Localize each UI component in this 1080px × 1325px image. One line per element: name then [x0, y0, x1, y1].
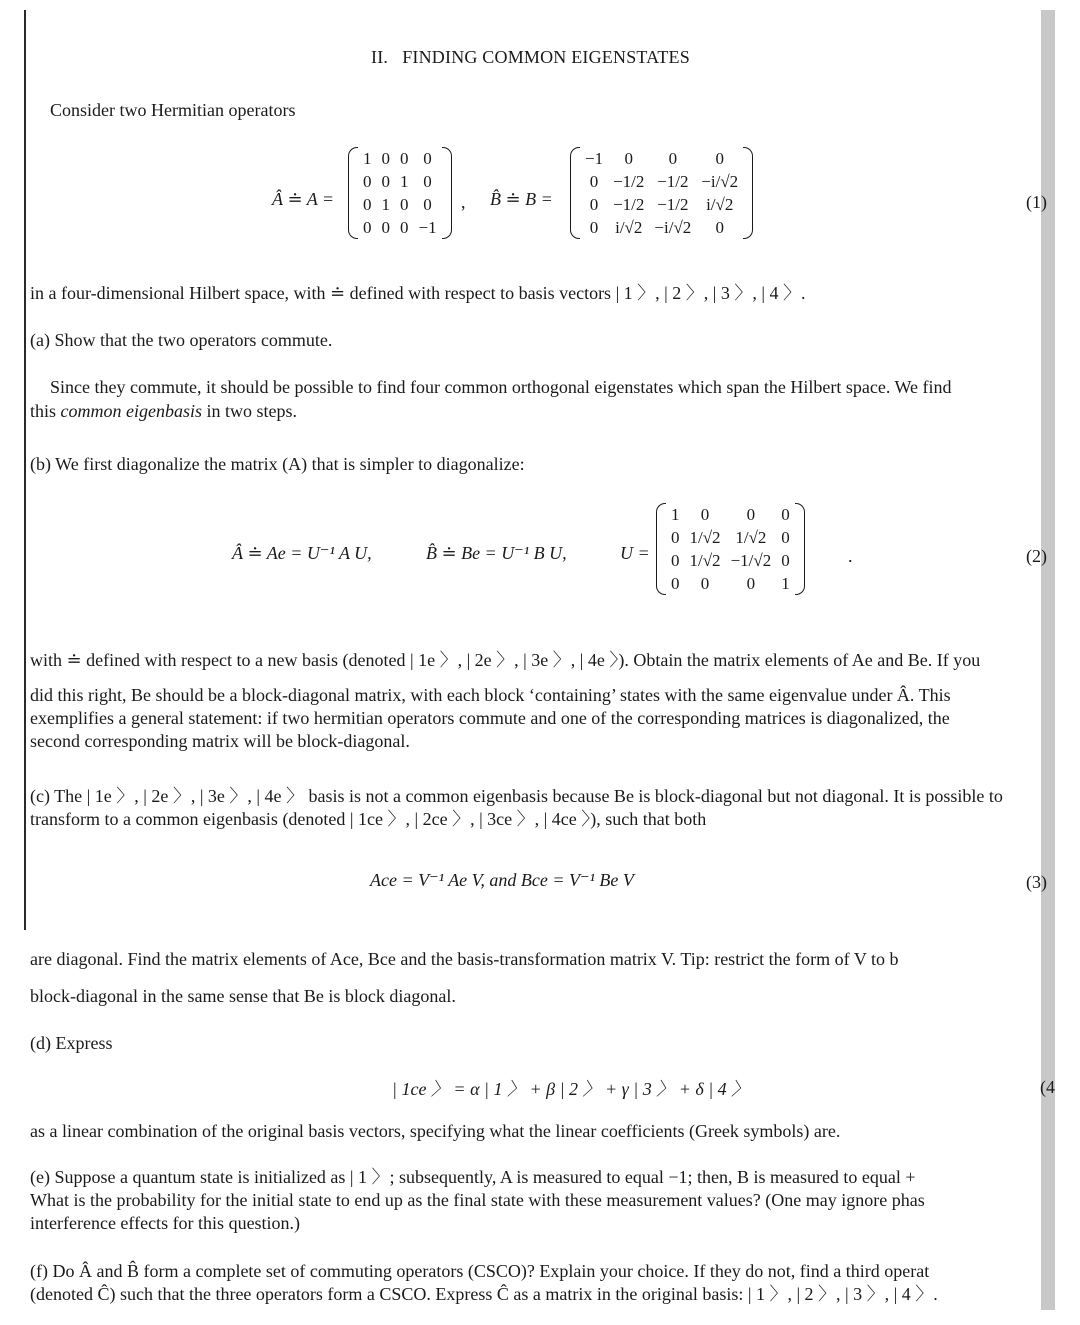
matrix_U-cell: 0 [671, 528, 680, 547]
eq2-number: (2) [1026, 546, 1047, 566]
matrix_U-row [666, 549, 795, 572]
commute-line-2: this common eigenbasis in two steps. [30, 401, 298, 421]
matrix_B-row [580, 216, 743, 239]
matrix_U-cell: 0 [700, 574, 710, 593]
part-e-line-1: (e) Suppose a quantum state is initialized as | 1 〉; subsequently, A is measured to equal −1; then, B is measured to equal + [30, 1167, 916, 1187]
matrix_B-cell: 0 [624, 149, 633, 168]
part-f-line-2: (denoted Ĉ) such that the three operators form a CSCO. Express Ĉ as a matrix in the original basis: | 1 〉, | 2 〉, | 3 〉, | 4 〉. [30, 1284, 938, 1304]
with-line-1: with ≐ defined with respect to a new basis (denoted | 1e 〉, | 2e 〉, | 3e 〉, | 4e 〉). Obtain the matrix elements of Ae and Be. If you [30, 650, 981, 670]
matrix_A-cell: 0 [381, 172, 390, 191]
eq1-a-lhs: Â ≐ A = [272, 189, 335, 209]
matrix_A-cell: 0 [363, 195, 372, 214]
diag-line-1: are diagonal. Find the matrix elements of Ace, Bce and the basis-transformation matrix V. Tip: restrict the form of V to b [30, 949, 899, 969]
matrix_B-cell: −i/√2 [654, 218, 692, 237]
matrix_U-cell: 0 [671, 551, 680, 570]
matrix_U-row [666, 572, 795, 595]
matrix_U-cell: 1/√2 [689, 551, 721, 570]
matrix_A-cell: 0 [363, 218, 372, 237]
matrix_B-cell: −1/2 [657, 172, 689, 191]
matrix_B-cell: −1/2 [613, 172, 645, 191]
eq2-a: Â ≐ Ae = U⁻¹ A U, [232, 543, 372, 563]
matrix_B-cell: 0 [589, 218, 599, 237]
matrix_A-cell: 0 [363, 172, 372, 191]
matrix_B-cell: 0 [589, 195, 599, 214]
matrix_B-cell: i/√2 [615, 218, 643, 237]
matrix_U-row [666, 526, 795, 549]
eq2-b: B̂ ≐ Be = U⁻¹ B U, [426, 543, 567, 563]
matrix_U-cell: 0 [746, 505, 756, 524]
part-b: (b) We first diagonalize the matrix (A) that is simpler to diagonalize: [30, 454, 525, 474]
matrix_B-row [580, 147, 743, 170]
with-line-2: did this right, Be should be a block-diagonal matrix, with each block ‘containing’ states with the same eigenvalue under Â. This [30, 685, 951, 705]
matrix_A-cell: 1 [381, 195, 390, 214]
matrix_U-cell: 0 [700, 505, 710, 524]
matrix_A-cell: −1 [418, 218, 437, 237]
matrix_A-row [358, 147, 442, 170]
matrix_U-cell: 0 [781, 505, 790, 524]
section-heading [371, 47, 690, 68]
matrix_B-cell: −1 [585, 149, 604, 168]
matrix_B-row [580, 170, 743, 193]
matrix_U-cell: 0 [781, 551, 790, 570]
matrix_B-cell: −1/2 [657, 195, 689, 214]
with-line-3: exemplifies a general statement: if two hermitian operators commute and one of the corresponding matrices is diagonalized, the [30, 708, 950, 728]
matrix_U-cell: 1 [781, 574, 790, 593]
matrix_B-cell: 0 [589, 172, 599, 191]
matrix_A-cell: 1 [400, 172, 409, 191]
part-a: (a) Show that the two operators commute. [30, 330, 333, 350]
matrix_U-cell: 0 [746, 574, 756, 593]
matrix_A-row [358, 170, 442, 193]
matrix-a [348, 147, 452, 239]
hilbert-text: in a four-dimensional Hilbert space, with ≐ defined with respect to basis vectors | 1 〉, | 2 〉, | 3 〉, | 4 〉. [30, 283, 806, 303]
matrix_A-cell: 0 [400, 195, 409, 214]
part-c-line-2: transform to a common eigenbasis (denoted | 1ce 〉, | 2ce 〉, | 3ce 〉, | 4ce 〉), such that both [30, 809, 707, 829]
eq3: Ace = V⁻¹ Ae V, and Bce = V⁻¹ Be V [370, 870, 634, 890]
part-f-line-1: (f) Do Â and B̂ form a complete set of commuting operators (CSCO)? Explain your choice. If they do not, find a third operat [30, 1261, 930, 1281]
matrix_U-cell: 1/√2 [735, 528, 767, 547]
matrix_A-cell: 0 [381, 218, 390, 237]
part-d: (d) Express [30, 1033, 113, 1053]
section-title: FINDING COMMON EIGENSTATES [402, 47, 690, 67]
eq3-number: (3) [1026, 872, 1047, 892]
matrix_B-cell: 0 [668, 149, 678, 168]
matrix_U-cell: −1/√2 [730, 551, 772, 570]
matrix_U-cell: 1 [671, 505, 680, 524]
linear-text: as a linear combination of the original basis vectors, specifying what the linear coefficients (Greek symbols) are. [30, 1121, 841, 1141]
matrix_U-cell: 1/√2 [689, 528, 721, 547]
matrix_A-cell: 1 [363, 149, 372, 168]
eq2-period: . [848, 546, 853, 566]
matrix_U-cell: 0 [671, 574, 680, 593]
matrix_U-cell: 0 [781, 528, 790, 547]
eq1-comma: , [461, 192, 466, 212]
matrix_A-cell: 0 [400, 149, 409, 168]
part-c-line-1: (c) The | 1e 〉, | 2e 〉, | 3e 〉, | 4e 〉 basis is not a common eigenbasis because Be is block-diagonal but not diagonal. It is possible to [30, 786, 1003, 806]
matrix_A-cell: 0 [381, 149, 390, 168]
matrix_A-row [358, 193, 442, 216]
matrix_B-row [580, 193, 743, 216]
eq1-number: (1) [1026, 192, 1047, 212]
matrix_A-cell: 0 [400, 218, 409, 237]
section-number: II. [371, 47, 389, 67]
matrix_A-cell: 0 [423, 172, 432, 191]
matrix_B-cell: 0 [715, 218, 724, 237]
part-e-line-2: What is the probability for the initial state to end up as the final state with these measurement values? (One may ignore phas [30, 1190, 925, 1210]
matrix-u [656, 503, 805, 595]
eq1-b-lhs: B̂ ≐ B = [490, 189, 553, 209]
eq2-u-lhs: U = [620, 543, 650, 563]
matrix_B-cell: 0 [715, 149, 724, 168]
with-line-4: second corresponding matrix will be block-diagonal. [30, 731, 410, 751]
part-e-line-3: interference effects for this question.) [30, 1213, 301, 1233]
matrix_B-cell: −i/√2 [701, 172, 739, 191]
matrix_U-row [666, 503, 795, 526]
intro-text: Consider two Hermitian operators [50, 100, 296, 120]
matrix_B-cell: −1/2 [613, 195, 645, 214]
diag-line-2: block-diagonal in the same sense that Be is block diagonal. [30, 986, 456, 1006]
eq4: | 1ce 〉 = α | 1 〉 + β | 2 〉 + γ | 3 〉 + δ | 4 〉 [392, 1079, 750, 1099]
matrix_A-cell: 0 [423, 149, 432, 168]
matrix_A-row [358, 216, 442, 239]
eq4-number: (4 [1040, 1077, 1055, 1097]
left-margin-rule [24, 10, 26, 930]
matrix_A-cell: 0 [423, 195, 432, 214]
commute-line-1: Since they commute, it should be possible to find four common orthogonal eigenstates which span the Hilbert space. We find [50, 377, 952, 397]
matrix-b [570, 147, 753, 239]
matrix_B-cell: i/√2 [706, 195, 734, 214]
